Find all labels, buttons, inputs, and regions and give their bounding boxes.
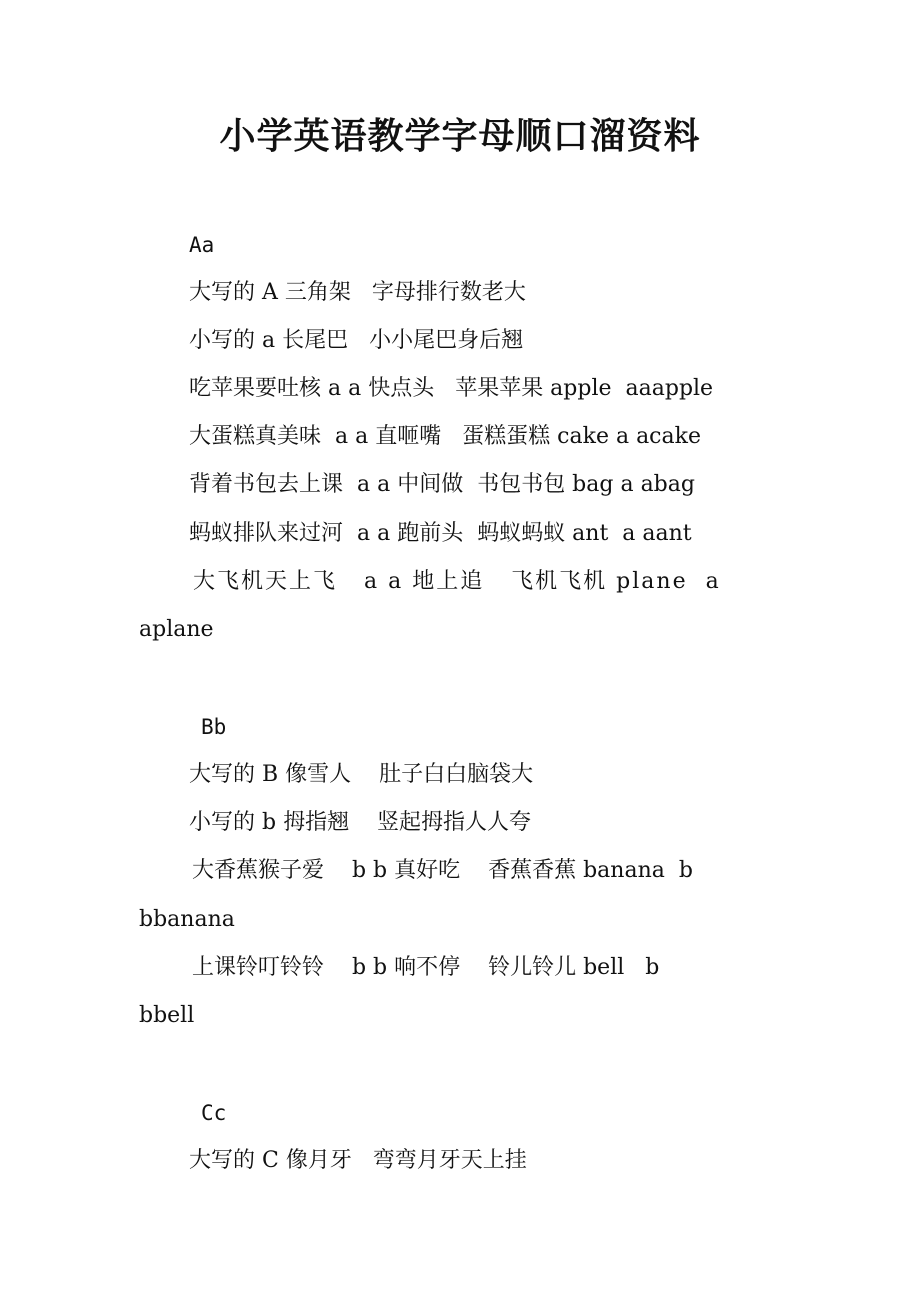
section-heading-b: Bb (201, 715, 227, 739)
text-line: 小写的 b 拇指翘 竖起拇指人人夸 (189, 810, 532, 835)
text-line: bbanana (139, 907, 235, 932)
text-line: 大蛋糕真美味 a a 直咂嘴 蛋糕蛋糕 cake a acake (189, 424, 701, 449)
text-line: 背着书包去上课 a a 中间做 书包书包 bag a abag (189, 472, 695, 497)
text-line: 大写的 C 像月牙 弯弯月牙天上挂 (189, 1148, 527, 1173)
text-line: 吃苹果要吐核 a a 快点头 苹果苹果 apple aaapple (189, 376, 714, 401)
section-heading-a: Aa (189, 233, 215, 257)
text-line: 大飞机天上飞 a a 地上追 飞机飞机 plane a (193, 569, 721, 594)
text-line: 上课铃叮铃铃 b b 响不停 铃儿铃儿 bell b (192, 955, 660, 980)
text-line: 大写的 B 像雪人 肚子白白脑袋大 (189, 762, 534, 787)
text-line: 蚂蚁排队来过河 a a 跑前头 蚂蚁蚂蚁 ant a aant (189, 521, 692, 546)
text-line: 大写的 A 三角架 字母排行数老大 (189, 280, 526, 305)
section-heading-c: Cc (201, 1101, 227, 1125)
text-line: 大香蕉猴子爱 b b 真好吃 香蕉香蕉 banana b (192, 858, 693, 883)
text-line: bbell (139, 1003, 195, 1028)
text-line: 小写的 a 长尾巴 小小尾巴身后翘 (189, 328, 524, 353)
document-title: 小学英语教学字母顺口溜资料 (219, 115, 701, 157)
text-line: aplane (139, 617, 214, 642)
